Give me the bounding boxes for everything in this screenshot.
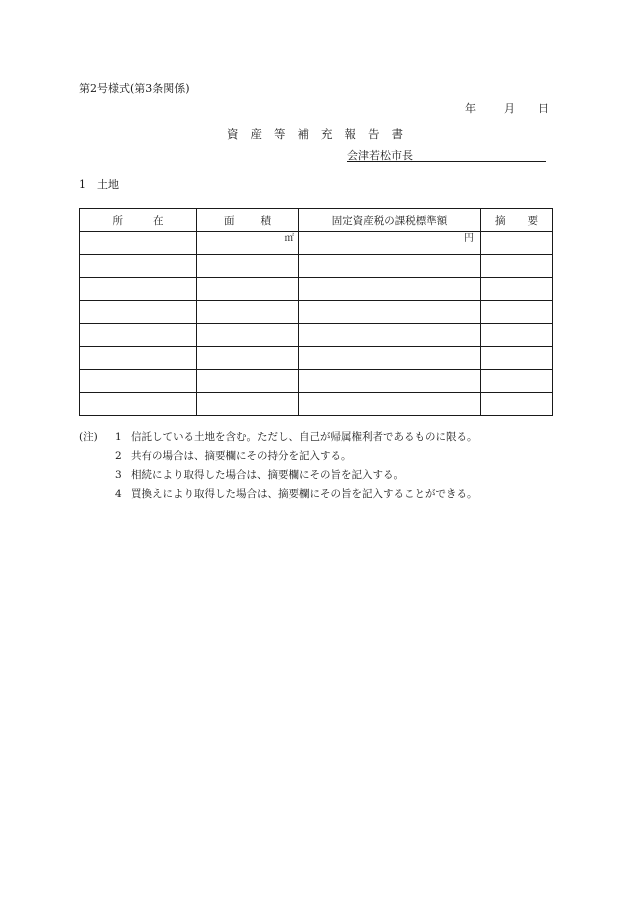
cell-remarks[interactable] <box>481 393 553 416</box>
area-unit-label: ㎡ <box>284 233 294 244</box>
cell-area[interactable] <box>197 370 299 393</box>
title-char: 報 <box>344 127 356 141</box>
cell-remarks[interactable] <box>481 324 553 347</box>
table-row <box>80 324 553 347</box>
note-text: 相続により取得した場合は、摘要欄にその旨を記入する。 <box>131 469 404 481</box>
title-char: 補 <box>297 127 309 141</box>
note-number: 3 <box>115 469 122 481</box>
cell-tax-base[interactable] <box>299 324 481 347</box>
cell-tax-base[interactable] <box>299 393 481 416</box>
table-row <box>80 370 553 393</box>
cell-location[interactable] <box>80 324 197 347</box>
cell-remarks[interactable] <box>481 370 553 393</box>
section-heading <box>79 176 119 192</box>
cell-location[interactable] <box>80 347 197 370</box>
date-day-label: 日 <box>538 102 549 115</box>
cell-tax-base[interactable] <box>299 255 481 278</box>
table-row <box>80 232 553 255</box>
note-text: 共有の場合は、摘要欄にその持分を記入する。 <box>131 450 352 462</box>
table-row <box>80 301 553 324</box>
form-number-label: 第2号様式(第3条関係) <box>79 82 190 95</box>
title-char: 等 <box>274 127 286 141</box>
cell-tax-base[interactable] <box>299 347 481 370</box>
cell-tax-base[interactable] <box>299 370 481 393</box>
cell-location[interactable] <box>80 393 197 416</box>
cell-location[interactable] <box>80 232 197 255</box>
cell-remarks[interactable] <box>481 278 553 301</box>
cell-area[interactable] <box>197 255 299 278</box>
title-char: 資 <box>227 127 239 141</box>
notes-lead-label: (注) <box>79 431 98 443</box>
cell-area[interactable] <box>197 324 299 347</box>
table-row <box>80 347 553 370</box>
cell-area[interactable] <box>197 393 299 416</box>
note-number: 2 <box>115 450 122 462</box>
document-title <box>200 126 430 142</box>
table-row <box>80 393 553 416</box>
cell-remarks[interactable] <box>481 255 553 278</box>
cell-tax-base[interactable] <box>299 278 481 301</box>
cell-location[interactable] <box>80 278 197 301</box>
title-char: 告 <box>368 127 380 141</box>
land-table <box>79 208 553 416</box>
cell-area[interactable] <box>197 232 299 255</box>
addressee-line <box>347 147 546 162</box>
cell-area[interactable] <box>197 278 299 301</box>
cell-area[interactable] <box>197 301 299 324</box>
date-month-label: 月 <box>504 102 515 115</box>
header-location: 所 在 <box>80 209 197 232</box>
cell-location[interactable] <box>80 301 197 324</box>
section-label: 土地 <box>97 178 119 191</box>
date-year-label: 年 <box>465 102 476 115</box>
section-number: 1 <box>79 178 86 191</box>
table-row <box>80 255 553 278</box>
cell-area[interactable] <box>197 347 299 370</box>
yen-unit-label: 円 <box>464 233 474 244</box>
note-number: 4 <box>115 488 122 500</box>
cell-remarks[interactable] <box>481 347 553 370</box>
title-char: 書 <box>391 127 403 141</box>
date-line <box>460 100 550 114</box>
title-char: 充 <box>321 127 333 141</box>
table-row <box>80 278 553 301</box>
cell-tax-base[interactable] <box>299 301 481 324</box>
table-header-row <box>80 209 553 232</box>
cell-location[interactable] <box>80 370 197 393</box>
cell-tax-base[interactable] <box>299 232 481 255</box>
note-text: 買換えにより取得した場合は、摘要欄にその旨を記入することができる。 <box>131 488 478 500</box>
header-remarks: 摘 要 <box>481 209 553 232</box>
title-char: 産 <box>250 127 262 141</box>
note-text: 信託している土地を含む。ただし、自己が帰属権利者であるものに限る。 <box>131 431 478 443</box>
cell-remarks[interactable] <box>481 301 553 324</box>
note-number: 1 <box>115 431 122 443</box>
cell-remarks[interactable] <box>481 232 553 255</box>
header-tax-base: 固定資産税の課税標準額 <box>299 209 481 232</box>
header-area: 面 積 <box>197 209 299 232</box>
addressee-text: 会津若松市長 <box>347 149 413 162</box>
cell-location[interactable] <box>80 255 197 278</box>
